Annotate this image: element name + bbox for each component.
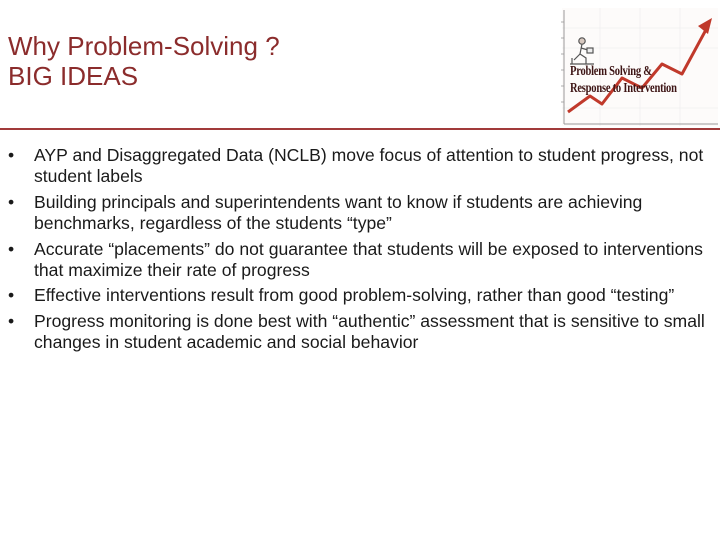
bullet-text: Progress monitoring is done best with “authentic” assessment that is sensitive to small changes in student academic and social behavior bbox=[34, 310, 705, 353]
title-line-2: BIG IDEAS bbox=[8, 61, 139, 91]
slide-title bbox=[8, 31, 280, 91]
bullet-list bbox=[8, 145, 708, 358]
bullet-text: Effective interventions result from good problem-solving, rather than good “testing” bbox=[34, 285, 675, 306]
bullet-dot: • bbox=[8, 285, 15, 306]
bullet-item bbox=[8, 239, 708, 281]
bullet-item bbox=[8, 145, 708, 187]
title-divider bbox=[0, 128, 720, 130]
logo-line-2: Response to Intervention bbox=[570, 80, 677, 95]
bullet-item bbox=[8, 311, 708, 353]
bullet-text: Accurate “placements” do not guarantee that students will be exposed to interventions that maximize their rate of progress bbox=[34, 238, 703, 280]
logo-line-1: Problem Solving & bbox=[570, 63, 652, 78]
bullet-item bbox=[8, 192, 708, 234]
bullet-text: Building principals and superintendents want to know if students are achieving benchmarks, regardless of the students “type” bbox=[34, 191, 643, 233]
bullet-item bbox=[8, 285, 708, 306]
bullet-dot: • bbox=[8, 238, 15, 259]
bullet-dot: • bbox=[8, 191, 15, 212]
title-line-1: Why Problem-Solving ? bbox=[8, 31, 280, 61]
logo-wordmark bbox=[570, 62, 677, 96]
bullet-text: AYP and Disaggregated Data (NCLB) move focus of attention to student progress, not student labels bbox=[34, 145, 704, 187]
bullet-dot: • bbox=[8, 310, 15, 331]
bullet-dot: • bbox=[8, 145, 15, 165]
